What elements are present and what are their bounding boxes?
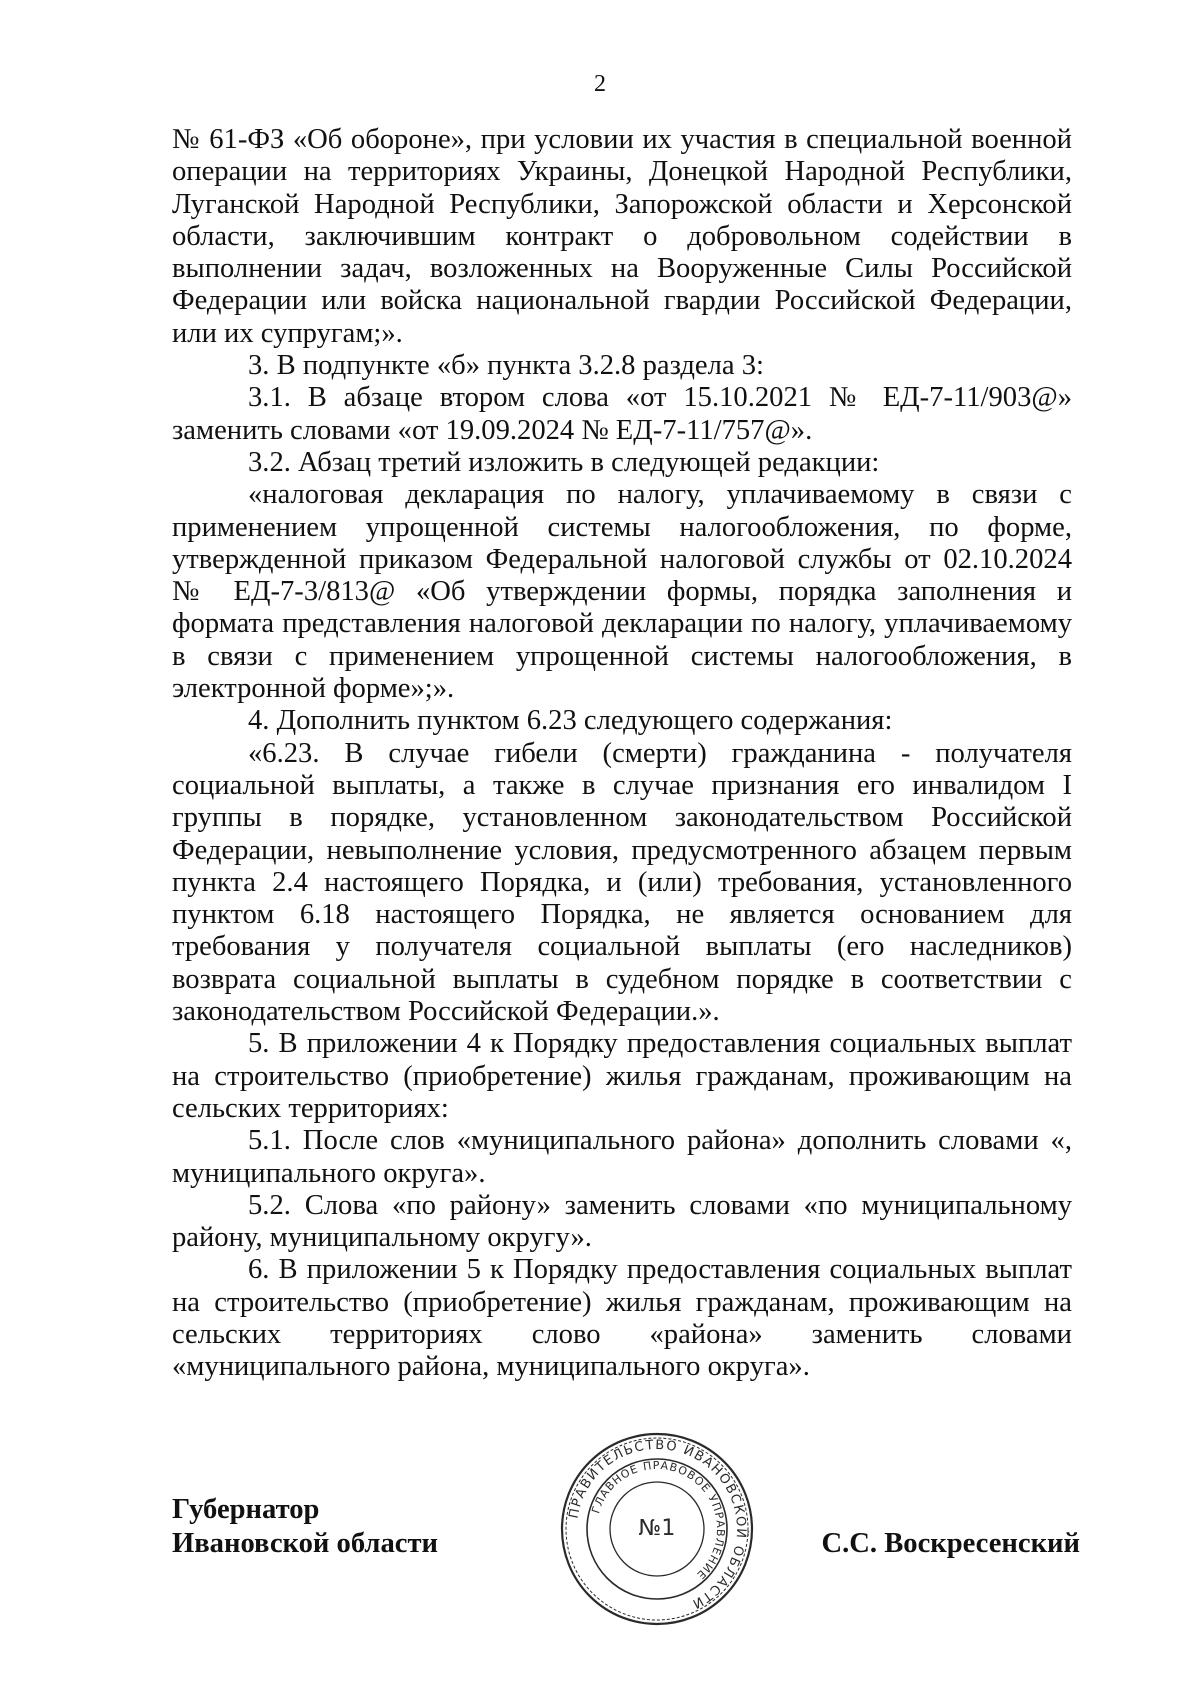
- stamp-inner-text: ГЛАВНОЕ ПРАВОВОЕ УПРАВЛЕНИЕ: [589, 1458, 728, 1583]
- page-number: 2: [594, 71, 606, 97]
- paragraph-quoted-6-23: «6.23. В случае гибели (смерти) гражданина - получателя социальной выплаты, а также в случае признания его инвалидом I группы в порядке, установленном законодательством Российской Федерации, невыполнение условия, предусмотренного абзацем первым пункта 2.4 настоящего Порядка, и (или) требования, установленного пунктом 6.18 настоящего Порядка, не является основанием для требования у получателя социальной выплаты (его наследников) возврата социальной выплаты в судебном порядке в соответствии с законодательством Российской Федерации.».: [172, 737, 1072, 1028]
- paragraph-continuation: № 61-ФЗ «Об обороне», при условии их участия в специальной военной операции на территориях Украины, Донецкой Народной Республики, Луганской Народной Республики, Запорожской области и Херсонской области, заключившим контракт о добровольном содействии в выполнении задач, возложенных на Вооруженные Силы Российской Федерации или войска национальной гвардии Российской Федерации, или их супругам;».: [172, 124, 1072, 349]
- signatory-title-line1: Губернатор: [172, 1494, 320, 1525]
- document-body: [172, 124, 1072, 1384]
- paragraph-item-4: 4. Дополнить пунктом 6.23 следующего содержания:: [248, 705, 893, 737]
- paragraph-item-6: 6. В приложении 5 к Порядку предоставления социальных выплат на строительство (приобретение) жилья гражданам, проживающим на сельских территориях слово «района» заменить словами «муниципального района, муниципального округа».: [172, 1254, 1072, 1383]
- stamp-center-number: №1: [638, 1516, 676, 1541]
- paragraph-item-3: 3. В подпункте «б» пункта 3.2.8 раздела 3:: [248, 350, 764, 382]
- paragraph-quoted-declaration: «налоговая декларация по налогу, уплачиваемому в связи с применением упрощенной системы налогообложения, по форме, утвержденной приказом Федеральной налоговой службы от 02.10.2024 № ЕД-7-3/813@ «Об утверждении формы, порядка заполнения и формата представления налоговой декларации по налогу, уплачиваемому в связи с применением упрощенной системы налогообложения, в электронной форме»;».: [172, 479, 1072, 705]
- stamp-outer-text: ПРАВИТЕЛЬСТВО ИВАНОВСКОЙ ОБЛАСТИ: [566, 1437, 749, 1612]
- paragraph-item-3-1: 3.1. В абзаце втором слова «от 15.10.2021 № ЕД-7-11/903@» заменить словами «от 19.09.2024 № ЕД-7-11/757@».: [172, 382, 1072, 446]
- signatory-title: [172, 1493, 438, 1561]
- signatory-title-line2: Ивановской области: [172, 1528, 438, 1559]
- paragraph-item-5: 5. В приложении 4 к Порядку предоставления социальных выплат на строительство (приобретение) жилья гражданам, проживающим на сельских территориях:: [172, 1028, 1072, 1124]
- paragraph-item-5-2: 5.2. Слова «по району» заменить словами «по муниципальному району, муниципальному округу».: [172, 1189, 1072, 1254]
- official-seal-stamp: [557, 1429, 757, 1629]
- paragraph-item-3-2: 3.2. Абзац третий изложить в следующей редакции:: [248, 446, 880, 478]
- signatory-name: С.С. Воскресенский: [821, 1528, 1080, 1559]
- paragraph-item-5-1: 5.1. После слов «муниципального района» дополнить словами «, муниципального округа».: [172, 1125, 1072, 1189]
